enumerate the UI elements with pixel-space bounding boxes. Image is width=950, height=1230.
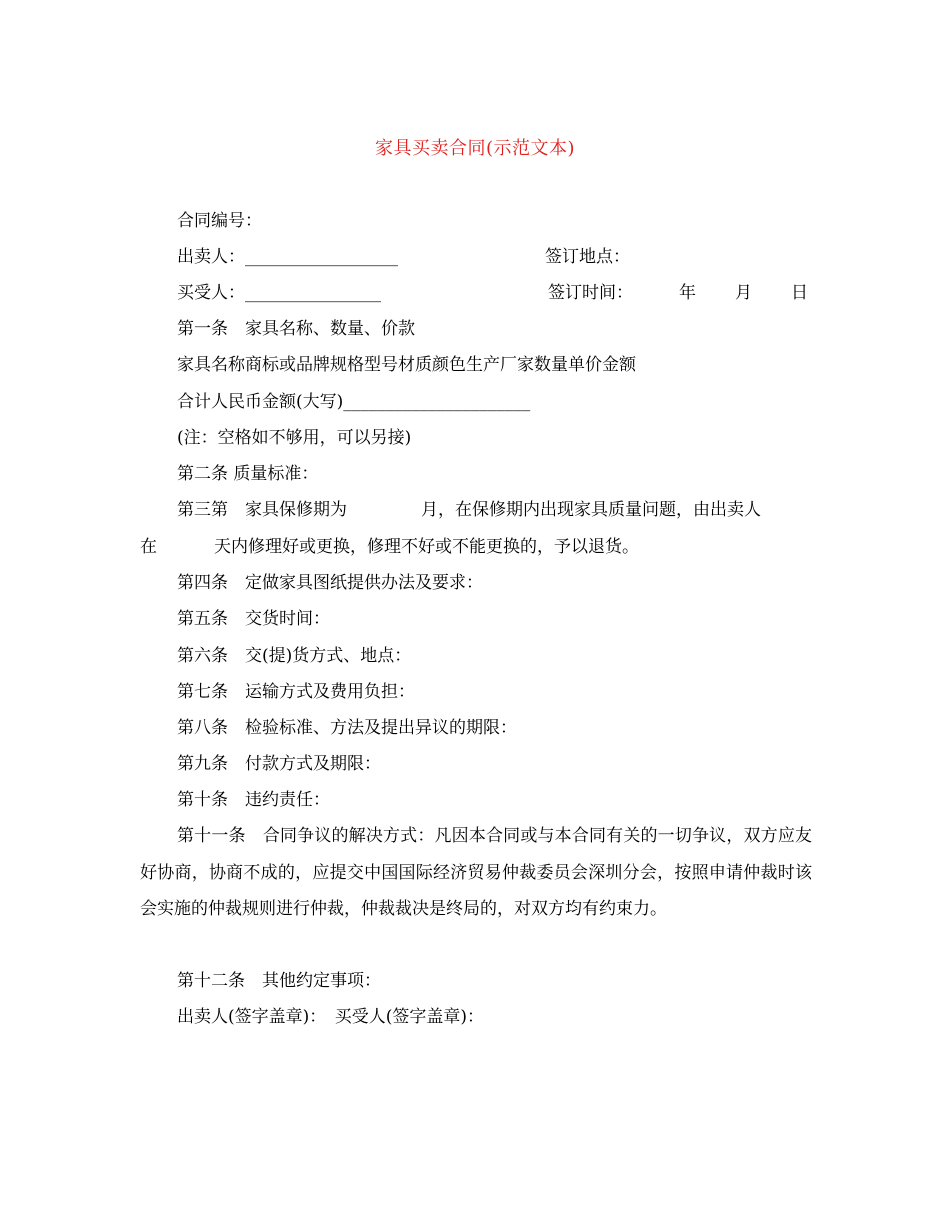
buyer-line [177, 282, 381, 304]
article-4: 第四条 定做家具图纸提供办法及要求： [177, 573, 483, 593]
signature-line: 出卖人(签字盖章)： 买受人(签字盖章)： [177, 1007, 485, 1027]
article-3-line-1 [177, 499, 761, 521]
article-3-part-d: 天内修理好或更换，修理不好或不能更换的，予以退货。 [214, 537, 639, 557]
article-5: 第五条 交货时间： [177, 609, 330, 629]
article-6: 第六条 交(提)货方式、地点： [177, 646, 412, 666]
seller-label: 出卖人： [177, 247, 245, 267]
sign-time-day: 日 [791, 283, 808, 303]
article-2: 第二条 质量标准： [177, 464, 319, 484]
article-7: 第七条 运输方式及费用负担： [177, 682, 415, 702]
article-11: 第十一条 合同争议的解决方式：凡因本合同或与本合同有关的一切争议，双方应友好协商，协商不成的，应提交中国国际经济贸易仲裁委员会深圳分会，按照申请仲裁时该会实施的仲裁规则进行仲裁，仲裁裁决是终局的，对双方均有约束力。 [140, 826, 812, 919]
total-amount-line: 合计人民币金额(大写)______________________ [177, 392, 531, 412]
article-3-line-2 [140, 536, 639, 558]
contract-number-label: 合同编号： [177, 211, 262, 231]
article-12: 第十二条 其他约定事项： [177, 971, 381, 991]
sign-time-label: 签订时间： [548, 283, 633, 303]
note-line: (注：空格如不够用，可以另接) [177, 428, 412, 448]
sign-time-month: 月 [735, 283, 752, 303]
article-8: 第八条 检验标准、方法及提出异议的期限： [177, 718, 517, 738]
buyer-label: 买受人： [177, 283, 245, 303]
seller-blank: __________________ [245, 247, 398, 267]
document-title: 家具买卖合同(示范文本) [374, 138, 576, 159]
article-3-part-a: 第三第 家具保修期为 [177, 500, 347, 520]
goods-table-header: 家具名称商标或品牌规格型号材质颜色生产厂家数量单价金额 [177, 355, 636, 375]
sign-place-label: 签订地点： [545, 247, 630, 267]
article-10: 第十条 违约责任： [177, 790, 330, 810]
article-1: 第一条 家具名称、数量、价款 [177, 319, 415, 339]
article-3-part-b: 月，在保修期内出现家具质量问题，由出卖人 [421, 500, 761, 520]
sign-time-year: 年 [679, 283, 696, 303]
article-3-part-c: 在 [140, 537, 157, 557]
buyer-blank: ________________ [245, 283, 381, 303]
seller-line [177, 246, 398, 268]
article-9: 第九条 付款方式及期限： [177, 754, 381, 774]
